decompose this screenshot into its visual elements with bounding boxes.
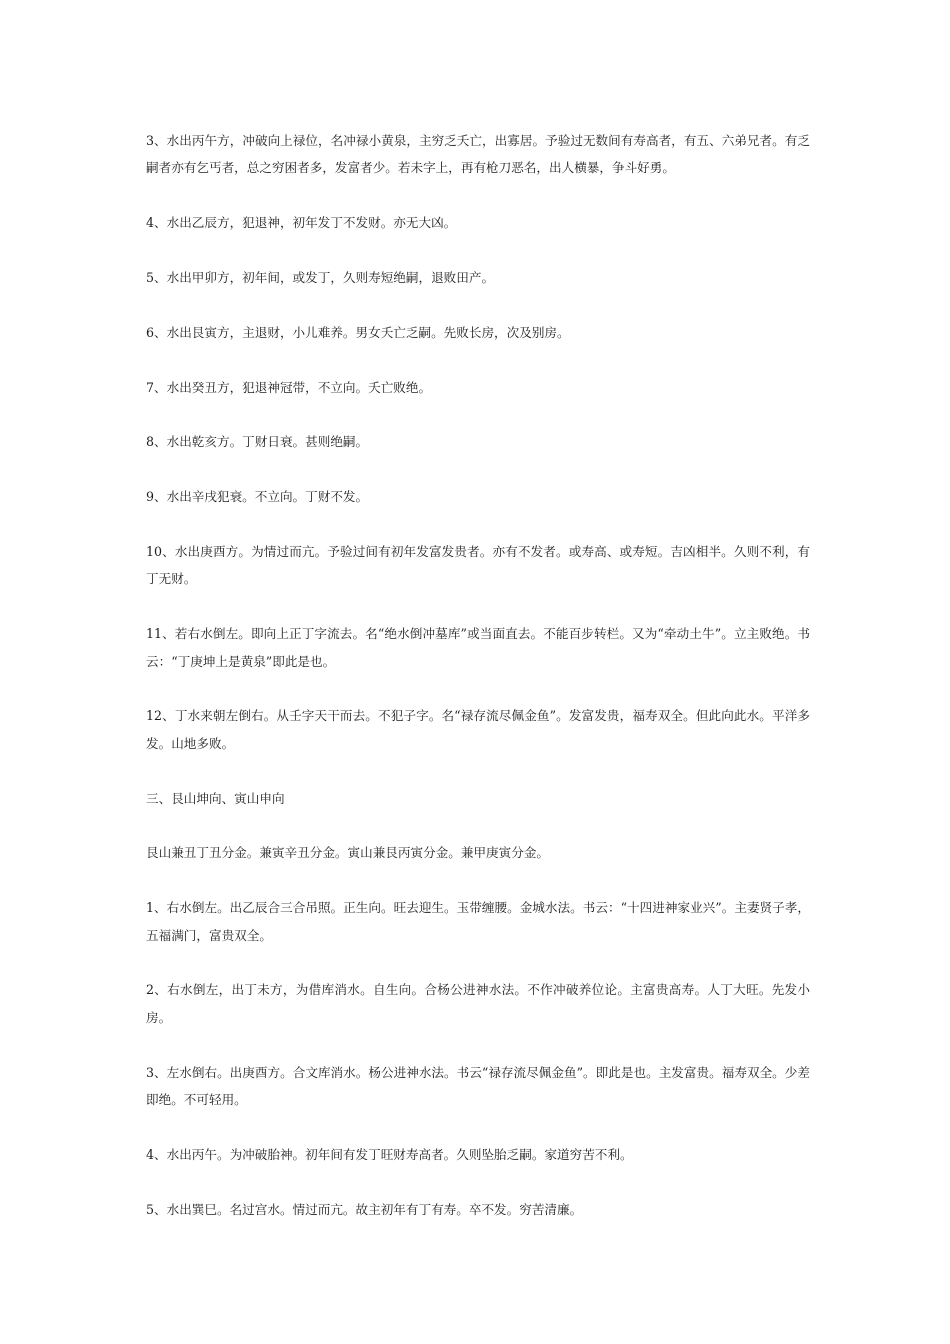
paragraph-water-exit-bingwu: 3、水出丙午方，冲破向上禄位，名冲禄小黄泉，主穷乏夭亡，出寡居。予验过无数间有寿高者，有五、六弟兄者。有乏嗣者亦有乞丐者，总之穷困者多，发富者少。若未字上，再有枪刀恶名，出人横暴，争斗好勇。: [146, 133, 810, 176]
paragraph-item-3: 3、左水倒右。出庚酉方。合文库消水。杨公进神水法。书云“禄存流尽佩金鱼”。即此是也。主发富贵。福寿双全。少差即绝。不可轻用。: [146, 1064, 810, 1107]
paragraph-item-4: 4、水出丙午。为冲破胎神。初年间有发丁旺财寿高者。久则坠胎乏嗣。家道穷苦不利。: [146, 1146, 633, 1162]
paragraph-water-exit-qianhai: 8、水出乾亥方。丁财日衰。甚则绝嗣。: [146, 434, 369, 450]
paragraph-fenjin: 艮山兼丑丁丑分金。兼寅辛丑分金。寅山兼艮丙寅分金。兼甲庚寅分金。: [146, 845, 549, 861]
document-body: [146, 127, 810, 1250]
paragraph-water-exit-yichen: 4、水出乙辰方，犯退神，初年发丁不发财。亦无大凶。: [146, 215, 457, 231]
section-heading: 三、艮山坤向、寅山申向: [146, 790, 285, 806]
paragraph-water-exit-jiamao: 5、水出甲卯方，初年间，或发丁，久则寿短绝嗣，退败田产。: [146, 270, 495, 285]
paragraph-water-exit-xinxu: 9、水出辛戌犯衰。不立向。丁财不发。: [146, 489, 369, 505]
paragraph-item-2: 2、右水倒左，出丁未方，为借库消水。自生向。合杨公进神水法。不作冲破养位论。主富贵高寿。人丁大旺。先发小房。: [146, 982, 810, 1025]
paragraph-water-exit-gengyou: 10、水出庚酉方。为情过而亢。予验过间有初年发富发贵者。亦有不发者。或寿高、或寿短。吉凶相半。久则不利，有丁无财。: [146, 543, 810, 587]
paragraph-item-5: 5、水出巽巳。名过宫水。情过而亢。故主初年有丁有寿。卒不发。穷苦清廉。: [146, 1201, 583, 1217]
paragraph-ding-water: 12、丁水来朝左倒右。从壬字天干而去。不犯子字。名“禄存流尽佩金鱼”。发富发贵，福寿双全。但此向此水。平洋多发。山地多败。: [146, 708, 810, 751]
paragraph-item-1: 1、右水倒左。出乙辰合三合吊照。正生向。旺去迎生。玉带缠腰。金城水法。书云：“十四进神家业兴”。主妻贤子孝，五福满门，富贵双全。: [146, 900, 810, 943]
paragraph-water-exit-genyin: 6、水出艮寅方，主退财，小儿难养。男女夭亡乏嗣。先败长房，次及别房。: [146, 324, 570, 340]
paragraph-right-water-left: 11、若右水倒左。即向上正丁字流去。名“绝水倒冲墓库”或当面直去。不能百步转栏。又为“牵动土牛”。立主败绝。书云：“丁庚坤上是黄泉”即此是也。: [146, 626, 810, 669]
paragraph-water-exit-guichou: 7、水出癸丑方，犯退神冠带，不立向。夭亡败绝。: [146, 379, 432, 395]
